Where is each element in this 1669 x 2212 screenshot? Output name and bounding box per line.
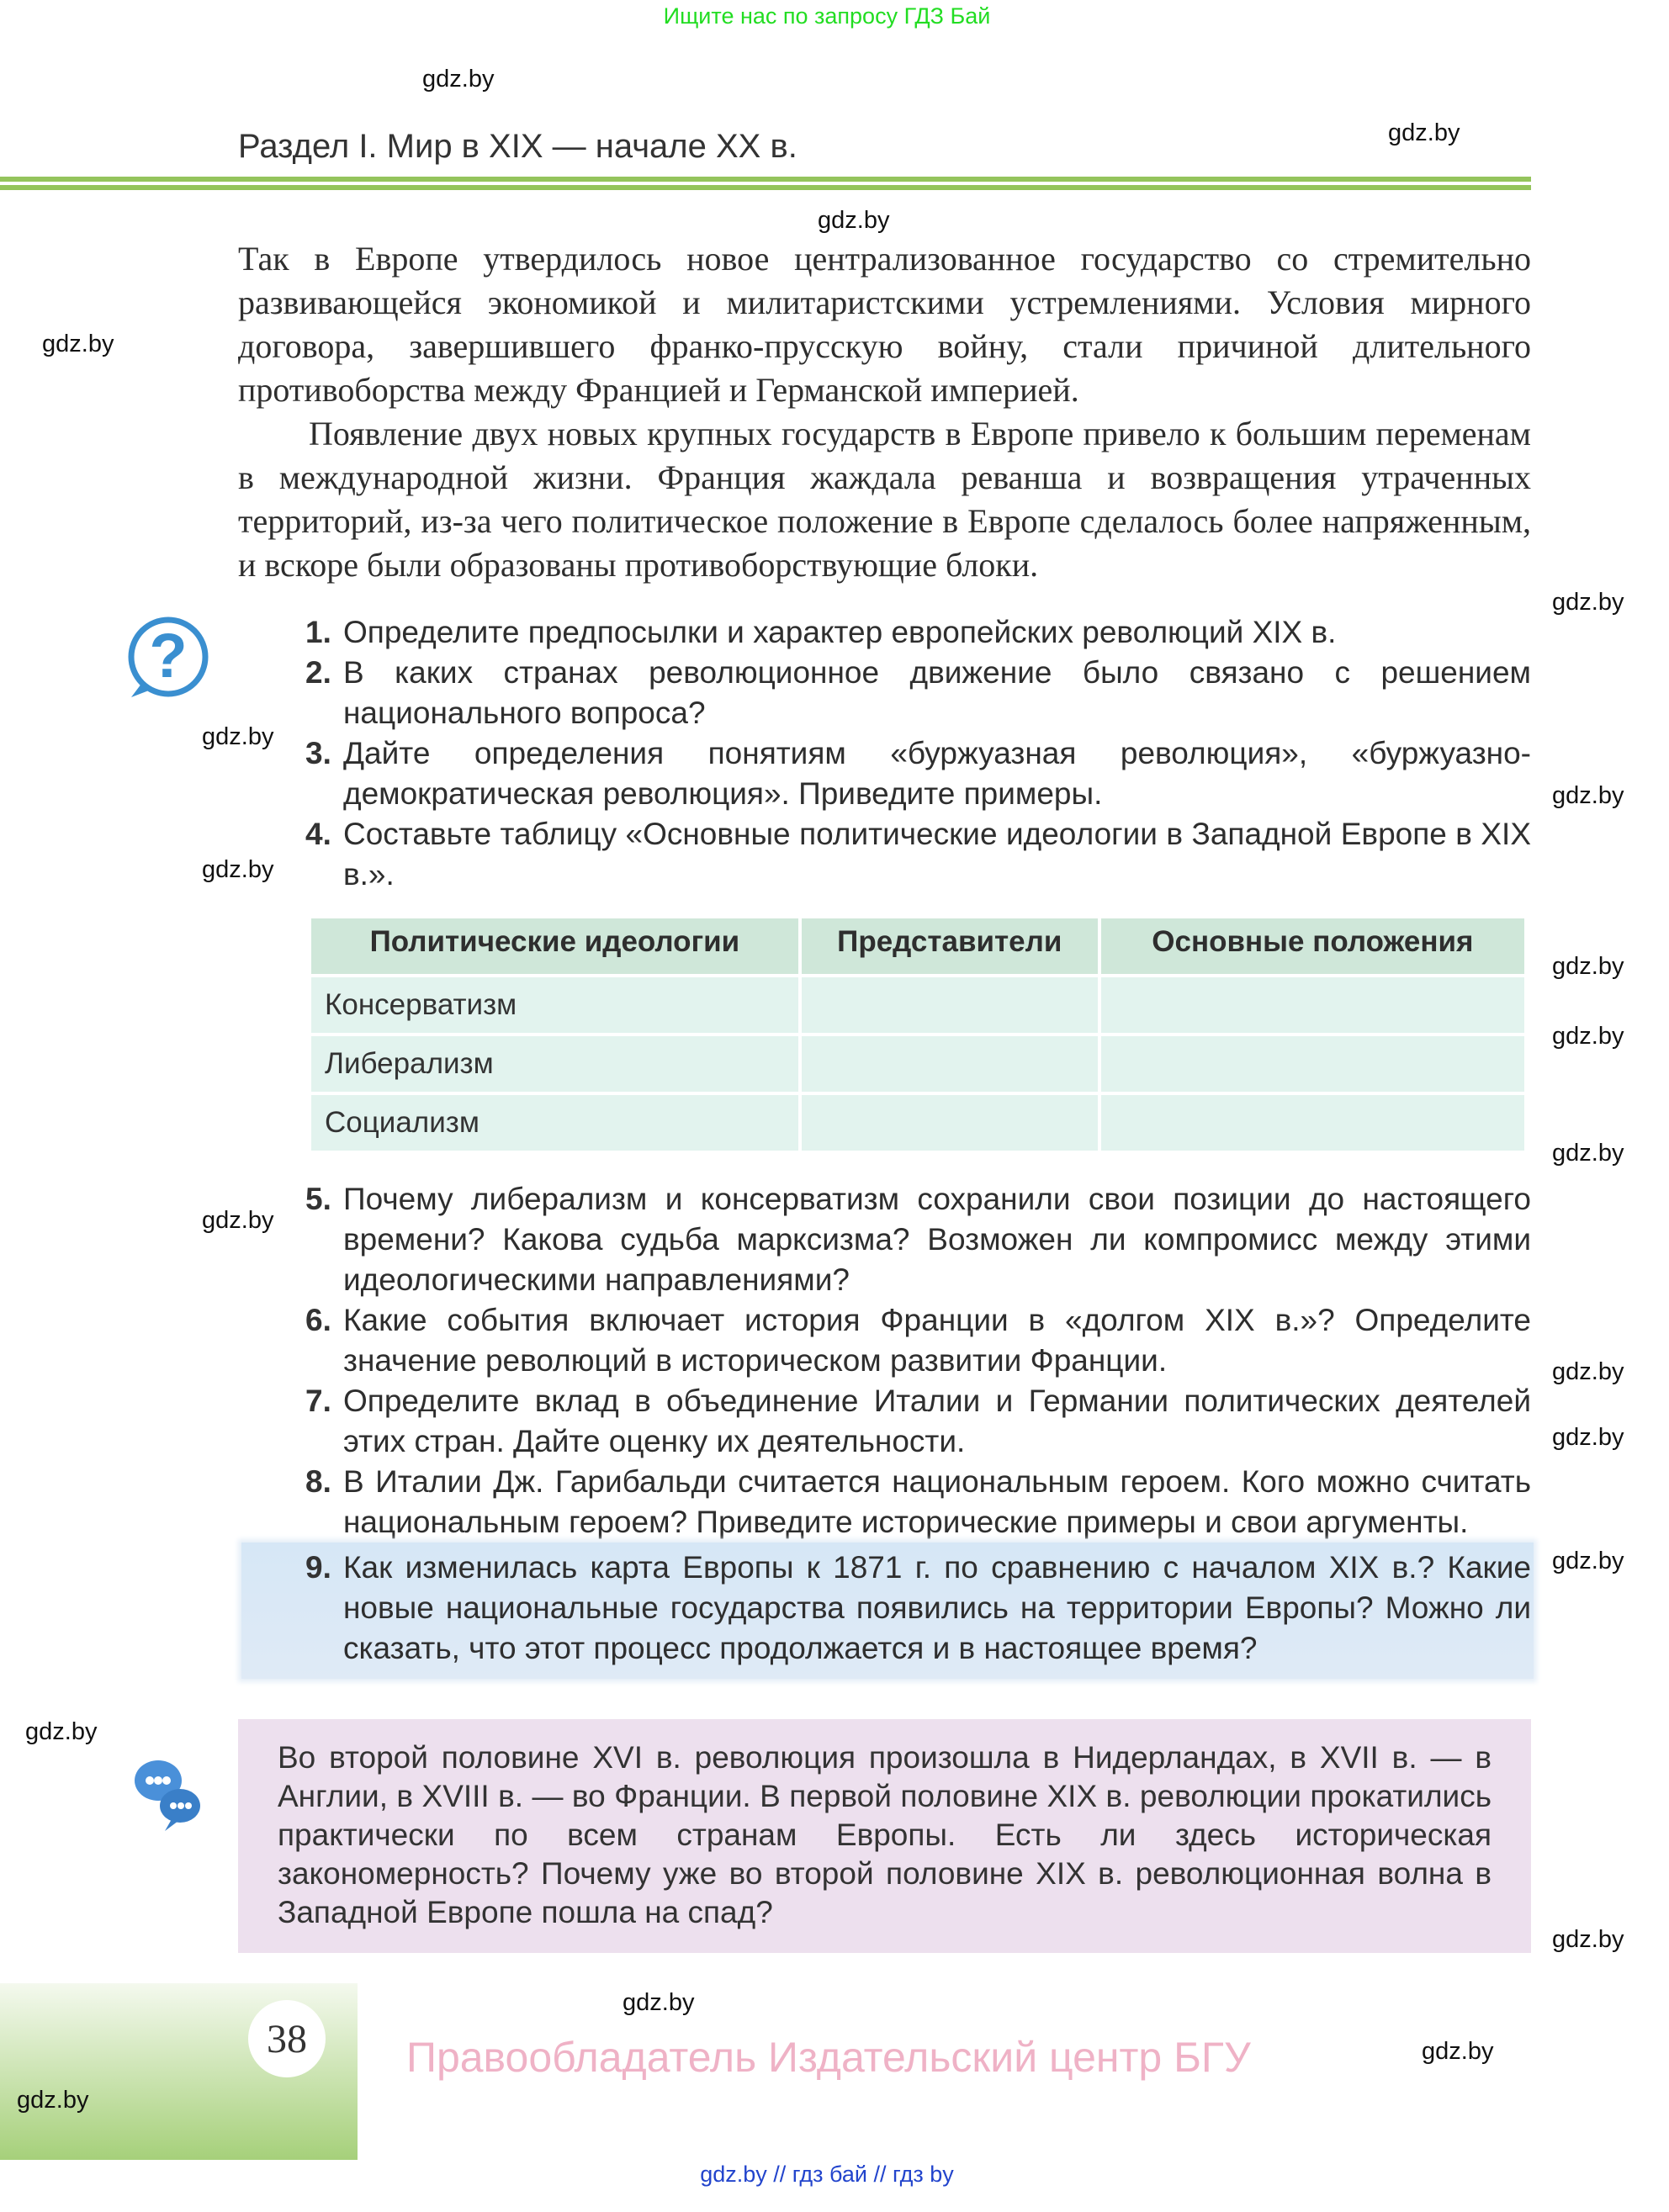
question-text: Составьте таблицу «Основные политические идеологии в Западной Европе в XIX в.». xyxy=(343,817,1531,892)
question-text: Какие события включает история Франции в «долгом XIX в.»? Определите значение революций в историческом развитии Франции. xyxy=(343,1303,1531,1378)
bottom-links[interactable]: gdz.by // гдз бай // гдз by xyxy=(700,2162,954,2187)
question-number: 1. xyxy=(305,615,331,649)
table-cell: Консерватизм xyxy=(311,977,798,1033)
watermark: gdz.by xyxy=(1552,1548,1624,1574)
question-item-highlighted xyxy=(241,1543,1534,1679)
body-text xyxy=(238,237,1531,587)
watermark: gdz.by xyxy=(422,66,495,93)
question-number: 6. xyxy=(305,1303,331,1337)
watermark: gdz.by xyxy=(1552,589,1624,616)
watermark: gdz.by xyxy=(1552,1358,1624,1385)
questions-list-a xyxy=(305,612,1531,895)
question-text: Дайте определения понятиям «буржуазная революция», «буржуазно-демократическая революция». Приведите примеры. xyxy=(343,736,1531,811)
table-row xyxy=(311,1036,1524,1092)
watermark: gdz.by xyxy=(1552,782,1624,809)
watermark: gdz.by xyxy=(202,856,274,883)
question-item xyxy=(305,1381,1531,1462)
speech-bubbles-icon xyxy=(128,1754,209,1834)
watermark: gdz.by xyxy=(202,1207,274,1234)
paragraph: Так в Европе утвердилось новое централизованное государство со стремительно развивающейся экономикой и милитаристскими устремлениями. Условия мирного договора, завершившего франко-прусскую войну, стали причиной длительного противоборства между Францией и Германской империей. xyxy=(238,240,1531,409)
questions-list-b xyxy=(305,1179,1531,1679)
watermark: gdz.by xyxy=(17,2087,89,2114)
question-number: 8. xyxy=(305,1464,331,1499)
watermark: gdz.by xyxy=(1422,2038,1494,2065)
question-item xyxy=(305,653,1531,733)
watermark: gdz.by xyxy=(42,331,114,357)
section-title: Раздел I. Мир в XIX — начале XX в. xyxy=(238,128,797,165)
question-text: Почему либерализм и консерватизм сохранили свои позиции до настоящего времени? Какова судьба марксизма? Возможен ли компромисс между этими идеологическими направлениями? xyxy=(343,1182,1531,1297)
question-number: 9. xyxy=(305,1550,331,1585)
watermark: gdz.by xyxy=(202,723,274,750)
column-header: Политические идеологии xyxy=(311,918,798,974)
discussion-text: Во второй половине XVI в. революция произошла в Нидерландах, в XVII в. — в Англии, в XVIII в. — во Франции. В первой половине XIX в. революции прокатились практически по всем странам Европы. Есть ли здесь историческая закономерность? Почему уже во второй половине XIX в. революционная волна в Западной Европе пошла на спад? xyxy=(278,1740,1492,1929)
table-row xyxy=(311,977,1524,1033)
table-cell xyxy=(802,1036,1098,1092)
table-cell xyxy=(1101,977,1524,1033)
question-item xyxy=(305,733,1531,814)
watermark: gdz.by xyxy=(1552,1023,1624,1050)
svg-text:?: ? xyxy=(149,621,188,691)
table-row xyxy=(311,1095,1524,1151)
table-cell xyxy=(1101,1036,1524,1092)
main-content xyxy=(238,237,1531,1953)
question-text: В каких странах революционное движение было связано с решением национального вопроса? xyxy=(343,655,1531,730)
table-header-row xyxy=(311,918,1524,974)
table-cell: Либерализм xyxy=(311,1036,798,1092)
question-item xyxy=(305,1300,1531,1381)
ideologies-table xyxy=(308,915,1528,1154)
question-item xyxy=(305,814,1531,895)
question-item xyxy=(305,612,1531,653)
top-search-banner[interactable]: Ищите нас по запросу ГДЗ Бай xyxy=(663,3,991,29)
watermark: gdz.by xyxy=(1552,1424,1624,1451)
copyright-text: Правообладатель Издательский центр БГУ xyxy=(406,2034,1251,2081)
table-cell xyxy=(802,977,1098,1033)
question-item xyxy=(305,1179,1531,1300)
question-text: Как изменилась карта Европы к 1871 г. по сравнению с началом XIX в.? Какие новые национальные государства появились на территории Европы? Можно ли сказать, что этот процесс продолжается и в настоящее время? xyxy=(343,1550,1531,1665)
watermark: gdz.by xyxy=(1552,953,1624,980)
question-number: 2. xyxy=(305,655,331,690)
watermark: gdz.by xyxy=(1552,1140,1624,1167)
watermark: gdz.by xyxy=(1388,119,1460,146)
header-divider-bottom xyxy=(0,185,1531,190)
table-cell xyxy=(802,1095,1098,1151)
question-text: В Италии Дж. Гарибальди считается национальным героем. Кого можно считать национальным героем? Приведите исторические примеры и свои аргументы. xyxy=(343,1464,1531,1539)
paragraph: Появление двух новых крупных государств в Европе привело к большим переменам в международной жизни. Франция жаждала реванша и возвращения утраченных территорий, из-за чего политическое положение в Европе сделалось более напряженным, и вскоре были образованы противоборствующие блоки. xyxy=(238,415,1531,584)
question-number: 7. xyxy=(305,1384,331,1418)
watermark: gdz.by xyxy=(623,1989,695,2016)
question-text: Определите предпосылки и характер европейских революций XIX в. xyxy=(343,615,1337,649)
watermark: gdz.by xyxy=(818,207,890,234)
discussion-box xyxy=(238,1719,1531,1953)
watermark: gdz.by xyxy=(1552,1926,1624,1953)
question-item xyxy=(305,1462,1531,1543)
question-mark-icon xyxy=(125,617,212,701)
question-text: Определите вклад в объединение Италии и Германии политических деятелей этих стран. Дайте оценку их деятельности. xyxy=(343,1384,1531,1458)
page-number: 38 xyxy=(248,2000,326,2077)
question-number: 4. xyxy=(305,817,331,851)
column-header: Основные положения xyxy=(1101,918,1524,974)
table-cell: Социализм xyxy=(311,1095,798,1151)
table-cell xyxy=(1101,1095,1524,1151)
watermark: gdz.by xyxy=(25,1718,98,1745)
question-number: 5. xyxy=(305,1182,331,1216)
column-header: Представители xyxy=(802,918,1098,974)
header-divider-top xyxy=(0,177,1531,182)
question-number: 3. xyxy=(305,736,331,770)
